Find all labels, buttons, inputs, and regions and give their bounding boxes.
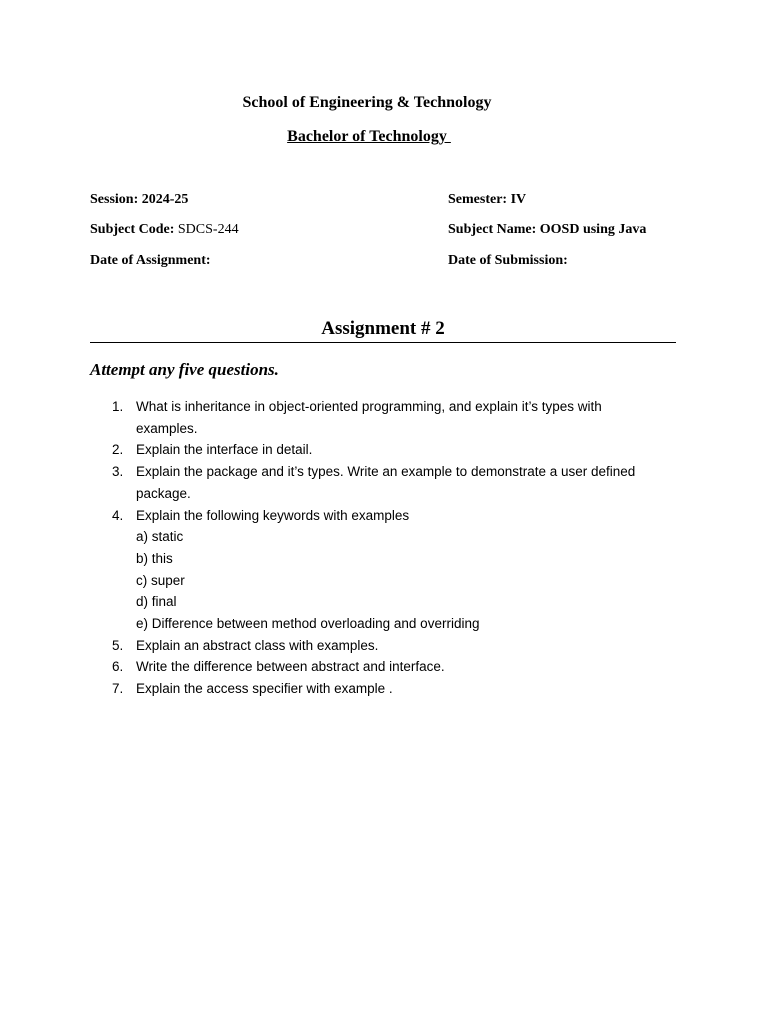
subject-name-label: Subject Name:	[448, 222, 537, 237]
date-of-assignment-label: Date of Assignment:	[90, 253, 211, 268]
sub-item: b) this	[136, 550, 173, 566]
question-text: Explain the following keywords with examples	[136, 507, 410, 523]
list-item	[90, 439, 666, 461]
instruction-text: Attempt any five questions.	[90, 360, 279, 379]
question-list	[90, 396, 666, 700]
sub-item: a) static	[136, 529, 184, 545]
semester-field	[448, 192, 526, 208]
degree-name: Bachelor of Technology	[287, 128, 451, 145]
question-text: Write the difference between abstract and interface.	[136, 659, 445, 675]
list-item	[90, 461, 666, 504]
date-of-assignment-field	[90, 253, 211, 269]
question-text: What is inheritance in object-oriented programming, and explain it’s types with examples.	[136, 399, 602, 436]
list-item	[90, 678, 666, 700]
question-number: 1.	[112, 399, 124, 414]
subject-code-field	[90, 222, 239, 238]
subject-name-value: OOSD using Java	[539, 222, 647, 237]
session-value: 2024-25	[141, 192, 189, 207]
question-number: 7.	[112, 681, 124, 697]
question-text: Explain an abstract class with examples.	[136, 637, 379, 653]
question-number: 6.	[112, 659, 124, 675]
subject-code-label: Subject Code:	[90, 222, 175, 237]
subject-name-field	[448, 222, 646, 238]
date-of-submission-label: Date of Submission:	[448, 253, 568, 268]
question-number: 5.	[112, 637, 124, 653]
list-item	[90, 635, 666, 657]
sub-item: d) final	[136, 594, 177, 610]
date-of-submission-field	[448, 253, 568, 269]
semester-label: Semester:	[448, 192, 508, 207]
session-label: Session:	[90, 192, 139, 207]
list-item	[90, 505, 666, 635]
subject-code-value: SDCS-244	[177, 222, 239, 237]
semester-value: IV	[510, 192, 527, 207]
sub-item: e) Difference between method overloading and overriding	[136, 616, 480, 632]
question-text: Explain the package and it’s types. Write an example to demonstrate a user defined package.	[136, 464, 636, 501]
question-number: 4.	[112, 507, 124, 523]
school-name: School of Engineering & Technology	[242, 94, 492, 111]
session-field	[90, 192, 188, 208]
list-item	[90, 656, 666, 678]
title-divider	[90, 342, 676, 343]
question-text: Explain the interface in detail.	[136, 442, 313, 458]
question-number: 2.	[112, 442, 124, 458]
question-text: Explain the access specifier with example .	[136, 681, 393, 697]
sub-item: c) super	[136, 572, 185, 588]
question-number: 3.	[112, 464, 124, 480]
assignment-title: Assignment # 2	[321, 318, 445, 339]
list-item	[90, 396, 666, 439]
